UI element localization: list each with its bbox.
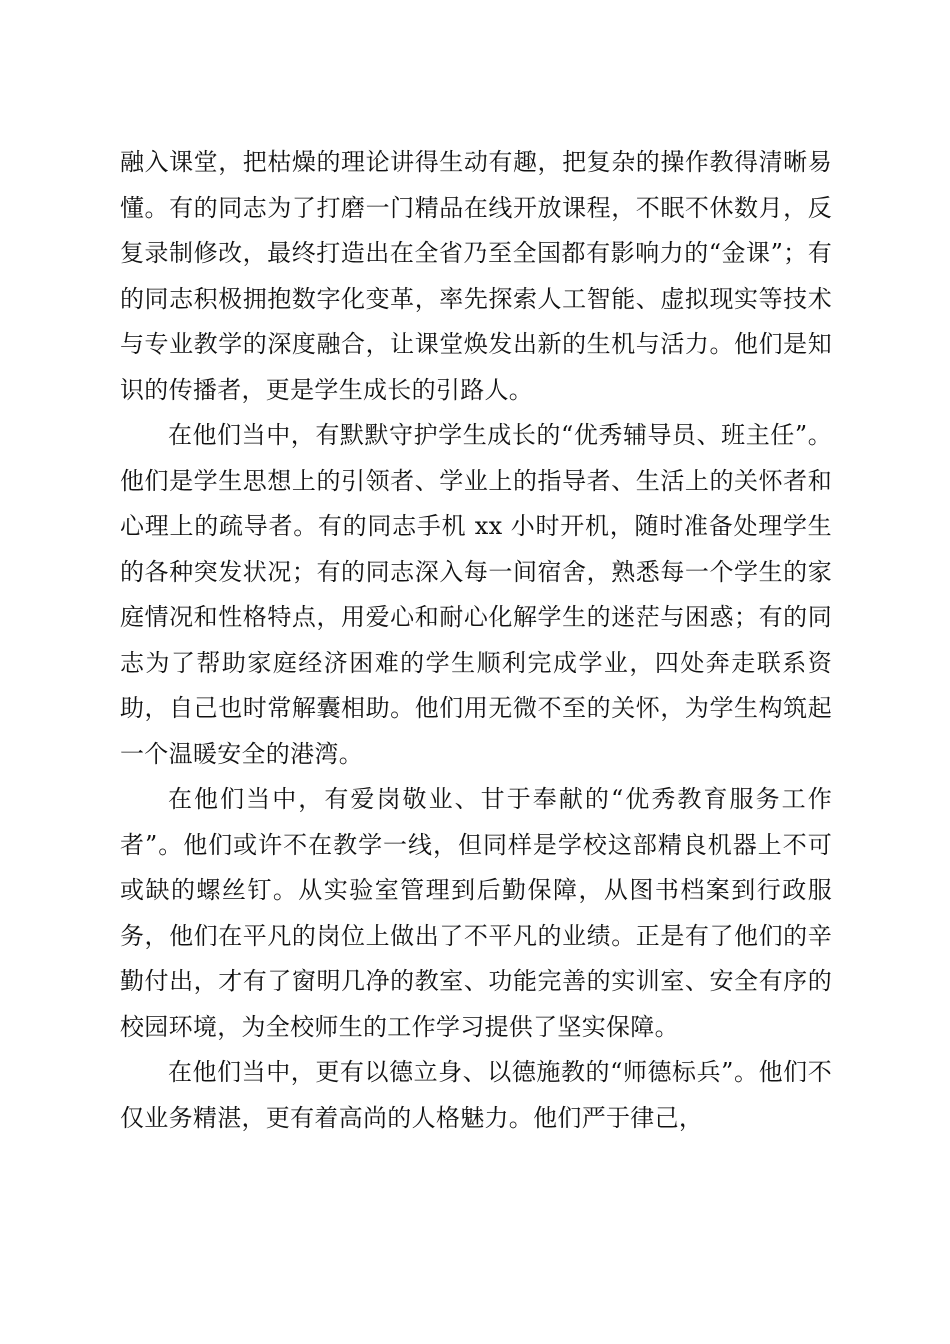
paragraph-2: 在他们当中，有默默守护学生成长的“优秀辅导员、班主任”。他们是学生思想上的引领者、学业上的指导者、生活上的关怀者和心理上的疏导者。有的同志手机 xx 小时开机，随时准备处理学生的各种突发状况；有的同志深入每一间宿舍，熟悉每一个学生的家庭情况和性格特点，用爱心和耐心化解学生的迷茫与困惑；有的同志为了帮助家庭经济困难的学生顺利完成学业，四处奔走联系资助，自己也时常解囊相助。他们用无微不至的关怀，为学生构筑起一个温暖安全的港湾。: [120, 421, 832, 768]
document-body: [120, 140, 832, 1141]
paragraph-4: 在他们当中，更有以德立身、以德施教的“师德标兵”。他们不仅业务精湛，更有着高尚的人格魅力。他们严于律己，: [120, 1058, 832, 1132]
paragraph-1: 融入课堂，把枯燥的理论讲得生动有趣，把复杂的操作教得清晰易懂。有的同志为了打磨一门精品在线开放课程，不眠不休数月，反复录制修改，最终打造出在全省乃至全国都有影响力的“金课”；有的同志积极拥抱数字化变革，率先探索人工智能、虚拟现实等技术与专业教学的深度融合，让课堂焕发出新的生机与活力。他们是知识的传播者，更是学生成长的引路人。: [120, 148, 832, 404]
paragraph-3: 在他们当中，有爱岗敬业、甘于奉献的“优秀教育服务工作者”。他们或许不在教学一线，但同样是学校这部精良机器上不可或缺的螺丝钉。从实验室管理到后勤保障，从图书档案到行政服务，他们在平凡的岗位上做出了不平凡的业绩。正是有了他们的辛勤付出，才有了窗明几净的教室、功能完善的实训室、安全有序的校园环境，为全校师生的工作学习提供了坚实保障。: [120, 785, 832, 1041]
